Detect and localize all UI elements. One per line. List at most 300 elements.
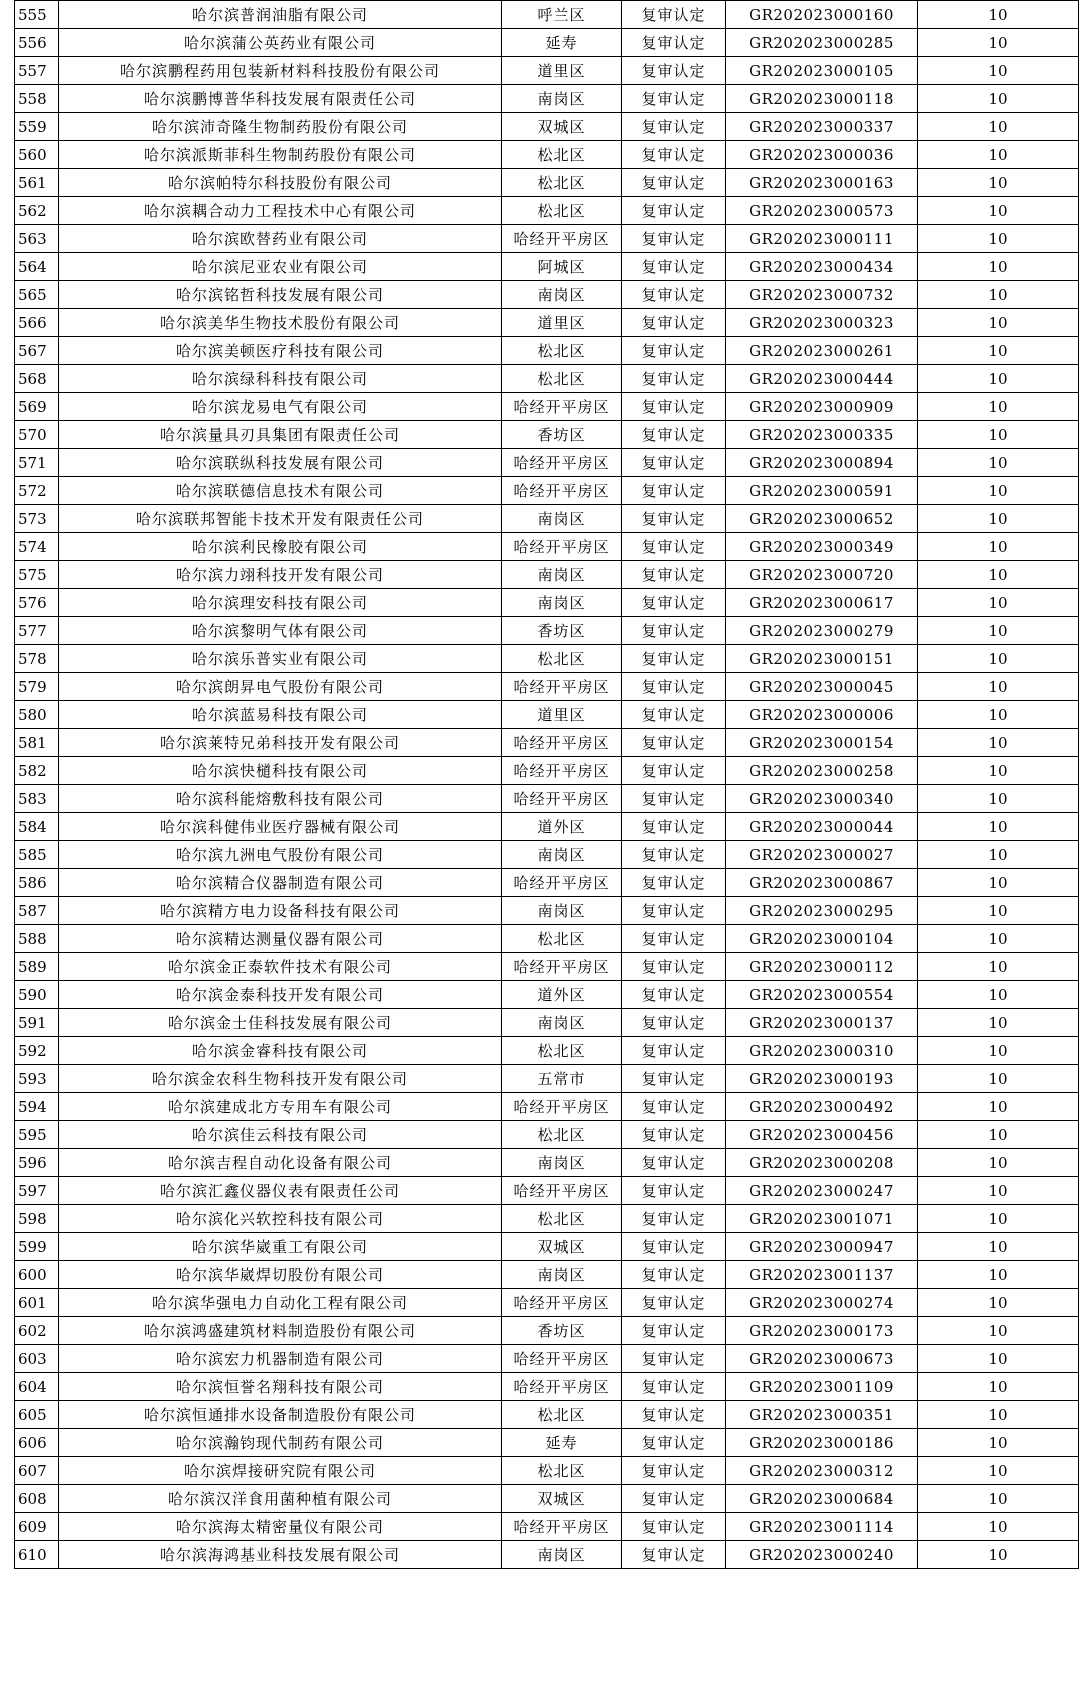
district-cell: 哈经开平房区 <box>502 757 622 785</box>
table-row <box>15 1457 1079 1485</box>
table-row <box>15 57 1079 85</box>
company-name-cell: 哈尔滨汇鑫仪器仪表有限责任公司 <box>59 1177 502 1205</box>
score-cell: 10 <box>918 1485 1079 1513</box>
certificate-number-cell: GR202023000434 <box>726 253 918 281</box>
table-row <box>15 533 1079 561</box>
score-cell: 10 <box>918 141 1079 169</box>
score-cell: 10 <box>918 1233 1079 1261</box>
table-row <box>15 309 1079 337</box>
certificate-number-cell: GR202023000444 <box>726 365 918 393</box>
certificate-number-cell: GR202023001137 <box>726 1261 918 1289</box>
district-cell: 南岗区 <box>502 897 622 925</box>
company-name-cell: 哈尔滨耦合动力工程技术中心有限公司 <box>59 197 502 225</box>
certificate-number-cell: GR202023000112 <box>726 953 918 981</box>
certificate-number-cell: GR202023000208 <box>726 1149 918 1177</box>
score-cell: 10 <box>918 841 1079 869</box>
company-name-cell: 哈尔滨精合仪器制造有限公司 <box>59 869 502 897</box>
certificate-number-cell: GR202023000591 <box>726 477 918 505</box>
score-cell: 10 <box>918 113 1079 141</box>
row-number-cell: 580 <box>15 701 59 729</box>
table-row <box>15 113 1079 141</box>
district-cell: 香坊区 <box>502 1317 622 1345</box>
district-cell: 南岗区 <box>502 561 622 589</box>
score-cell: 10 <box>918 29 1079 57</box>
district-cell: 哈经开平房区 <box>502 1345 622 1373</box>
certificate-number-cell: GR202023000323 <box>726 309 918 337</box>
company-name-cell: 哈尔滨汉洋食用菌种植有限公司 <box>59 1485 502 1513</box>
district-cell: 哈经开平房区 <box>502 1177 622 1205</box>
company-name-cell: 哈尔滨海鸿基业科技发展有限公司 <box>59 1541 502 1569</box>
row-number-cell: 609 <box>15 1513 59 1541</box>
table-row <box>15 1009 1079 1037</box>
score-cell: 10 <box>918 897 1079 925</box>
district-cell: 松北区 <box>502 1121 622 1149</box>
certification-type-cell: 复审认定 <box>622 701 726 729</box>
company-name-cell: 哈尔滨沛奇隆生物制药股份有限公司 <box>59 113 502 141</box>
score-cell: 10 <box>918 365 1079 393</box>
row-number-cell: 565 <box>15 281 59 309</box>
certification-type-cell: 复审认定 <box>622 449 726 477</box>
score-cell: 10 <box>918 785 1079 813</box>
district-cell: 哈经开平房区 <box>502 477 622 505</box>
table-row <box>15 169 1079 197</box>
table-row <box>15 1429 1079 1457</box>
score-cell: 10 <box>918 1513 1079 1541</box>
certificate-number-cell: GR202023000720 <box>726 561 918 589</box>
district-cell: 哈经开平房区 <box>502 785 622 813</box>
row-number-cell: 579 <box>15 673 59 701</box>
certificate-number-cell: GR202023000118 <box>726 85 918 113</box>
table-row <box>15 393 1079 421</box>
score-cell: 10 <box>918 505 1079 533</box>
certification-type-cell: 复审认定 <box>622 1345 726 1373</box>
certificate-number-cell: GR202023000351 <box>726 1401 918 1429</box>
certification-type-cell: 复审认定 <box>622 337 726 365</box>
table-row <box>15 589 1079 617</box>
table-row <box>15 421 1079 449</box>
company-name-cell: 哈尔滨金正泰软件技术有限公司 <box>59 953 502 981</box>
certification-type-cell: 复审认定 <box>622 841 726 869</box>
certification-type-cell: 复审认定 <box>622 113 726 141</box>
district-cell: 松北区 <box>502 337 622 365</box>
score-cell: 10 <box>918 1345 1079 1373</box>
company-name-cell: 哈尔滨华崴焊切股份有限公司 <box>59 1261 502 1289</box>
certificate-number-cell: GR202023000349 <box>726 533 918 561</box>
certificate-number-cell: GR202023000036 <box>726 141 918 169</box>
score-cell: 10 <box>918 1541 1079 1569</box>
certificate-number-cell: GR202023000193 <box>726 1065 918 1093</box>
score-cell: 10 <box>918 1177 1079 1205</box>
certification-type-cell: 复审认定 <box>622 869 726 897</box>
company-name-cell: 哈尔滨朗昇电气股份有限公司 <box>59 673 502 701</box>
certification-type-cell: 复审认定 <box>622 1317 726 1345</box>
row-number-cell: 606 <box>15 1429 59 1457</box>
score-cell: 10 <box>918 1121 1079 1149</box>
row-number-cell: 597 <box>15 1177 59 1205</box>
row-number-cell: 561 <box>15 169 59 197</box>
district-cell: 哈经开平房区 <box>502 1513 622 1541</box>
certificate-number-cell: GR202023000105 <box>726 57 918 85</box>
score-cell: 10 <box>918 617 1079 645</box>
certification-type-cell: 复审认定 <box>622 1233 726 1261</box>
district-cell: 南岗区 <box>502 1009 622 1037</box>
certificate-number-cell: GR202023001114 <box>726 1513 918 1541</box>
table-row <box>15 981 1079 1009</box>
score-cell: 10 <box>918 1401 1079 1429</box>
certificate-number-cell: GR202023000554 <box>726 981 918 1009</box>
score-cell: 10 <box>918 1065 1079 1093</box>
row-number-cell: 585 <box>15 841 59 869</box>
row-number-cell: 578 <box>15 645 59 673</box>
company-name-cell: 哈尔滨恒誉名翔科技有限公司 <box>59 1373 502 1401</box>
table-row <box>15 897 1079 925</box>
table-row <box>15 505 1079 533</box>
company-name-cell: 哈尔滨吉程自动化设备有限公司 <box>59 1149 502 1177</box>
table-row <box>15 1177 1079 1205</box>
certificate-number-cell: GR202023000240 <box>726 1541 918 1569</box>
table-row <box>15 225 1079 253</box>
company-name-cell: 哈尔滨科健伟业医疗器械有限公司 <box>59 813 502 841</box>
certification-type-cell: 复审认定 <box>622 561 726 589</box>
table-body <box>15 1 1079 1569</box>
row-number-cell: 598 <box>15 1205 59 1233</box>
row-number-cell: 591 <box>15 1009 59 1037</box>
certification-type-cell: 复审认定 <box>622 141 726 169</box>
table-row <box>15 1317 1079 1345</box>
table-row <box>15 785 1079 813</box>
certificate-number-cell: GR202023000279 <box>726 617 918 645</box>
certificate-number-cell: GR202023000894 <box>726 449 918 477</box>
company-name-cell: 哈尔滨黎明气体有限公司 <box>59 617 502 645</box>
table-row <box>15 337 1079 365</box>
certification-type-cell: 复审认定 <box>622 1205 726 1233</box>
district-cell: 哈经开平房区 <box>502 1373 622 1401</box>
certificate-number-cell: GR202023000684 <box>726 1485 918 1513</box>
certification-type-cell: 复审认定 <box>622 29 726 57</box>
certification-type-cell: 复审认定 <box>622 393 726 421</box>
certification-type-cell: 复审认定 <box>622 1177 726 1205</box>
company-name-cell: 哈尔滨鹏程药用包装新材料科技股份有限公司 <box>59 57 502 85</box>
company-name-cell: 哈尔滨华崴重工有限公司 <box>59 1233 502 1261</box>
certificate-number-cell: GR202023001109 <box>726 1373 918 1401</box>
certification-type-cell: 复审认定 <box>622 757 726 785</box>
score-cell: 10 <box>918 953 1079 981</box>
row-number-cell: 577 <box>15 617 59 645</box>
row-number-cell: 573 <box>15 505 59 533</box>
row-number-cell: 582 <box>15 757 59 785</box>
table-row <box>15 1121 1079 1149</box>
certification-type-cell: 复审认定 <box>622 1541 726 1569</box>
score-cell: 10 <box>918 589 1079 617</box>
certificate-number-cell: GR202023000274 <box>726 1289 918 1317</box>
table-row <box>15 85 1079 113</box>
table-row <box>15 1401 1079 1429</box>
certificate-number-cell: GR202023000151 <box>726 645 918 673</box>
district-cell: 南岗区 <box>502 1261 622 1289</box>
table-row <box>15 1289 1079 1317</box>
company-name-cell: 哈尔滨铭哲科技发展有限公司 <box>59 281 502 309</box>
certificate-number-cell: GR202023000137 <box>726 1009 918 1037</box>
row-number-cell: 562 <box>15 197 59 225</box>
certificate-number-cell: GR202023000285 <box>726 29 918 57</box>
row-number-cell: 595 <box>15 1121 59 1149</box>
certification-type-cell: 复审认定 <box>622 1429 726 1457</box>
table-row <box>15 617 1079 645</box>
row-number-cell: 556 <box>15 29 59 57</box>
row-number-cell: 602 <box>15 1317 59 1345</box>
score-cell: 10 <box>918 1 1079 29</box>
table-row <box>15 197 1079 225</box>
row-number-cell: 571 <box>15 449 59 477</box>
certification-type-cell: 复审认定 <box>622 617 726 645</box>
company-name-cell: 哈尔滨科能熔敷科技有限公司 <box>59 785 502 813</box>
certification-type-cell: 复审认定 <box>622 785 726 813</box>
company-name-cell: 哈尔滨蓝易科技有限公司 <box>59 701 502 729</box>
table-row <box>15 1485 1079 1513</box>
row-number-cell: 608 <box>15 1485 59 1513</box>
certification-type-cell: 复审认定 <box>622 1037 726 1065</box>
certification-type-cell: 复审认定 <box>622 1373 726 1401</box>
certificate-number-cell: GR202023000160 <box>726 1 918 29</box>
certificate-number-cell: GR202023000909 <box>726 393 918 421</box>
district-cell: 松北区 <box>502 1205 622 1233</box>
score-cell: 10 <box>918 85 1079 113</box>
score-cell: 10 <box>918 1317 1079 1345</box>
company-name-cell: 哈尔滨美顿医疗科技有限公司 <box>59 337 502 365</box>
certification-type-cell: 复审认定 <box>622 1121 726 1149</box>
district-cell: 道里区 <box>502 57 622 85</box>
certificate-number-cell: GR202023000295 <box>726 897 918 925</box>
table-row <box>15 729 1079 757</box>
score-cell: 10 <box>918 729 1079 757</box>
row-number-cell: 607 <box>15 1457 59 1485</box>
certification-type-cell: 复审认定 <box>622 589 726 617</box>
company-name-cell: 哈尔滨金睿科技有限公司 <box>59 1037 502 1065</box>
score-cell: 10 <box>918 393 1079 421</box>
score-cell: 10 <box>918 225 1079 253</box>
certification-type-cell: 复审认定 <box>622 309 726 337</box>
company-name-cell: 哈尔滨量具刃具集团有限责任公司 <box>59 421 502 449</box>
score-cell: 10 <box>918 337 1079 365</box>
table-row <box>15 813 1079 841</box>
company-name-cell: 哈尔滨恒通排水设备制造股份有限公司 <box>59 1401 502 1429</box>
district-cell: 南岗区 <box>502 589 622 617</box>
row-number-cell: 563 <box>15 225 59 253</box>
certification-type-cell: 复审认定 <box>622 281 726 309</box>
certificate-number-cell: GR202023000044 <box>726 813 918 841</box>
table-row <box>15 1065 1079 1093</box>
score-cell: 10 <box>918 561 1079 589</box>
certification-type-cell: 复审认定 <box>622 729 726 757</box>
district-cell: 南岗区 <box>502 841 622 869</box>
certification-type-cell: 复审认定 <box>622 533 726 561</box>
company-name-cell: 哈尔滨精达测量仪器有限公司 <box>59 925 502 953</box>
table-row <box>15 1149 1079 1177</box>
table-row <box>15 645 1079 673</box>
certification-type-cell: 复审认定 <box>622 505 726 533</box>
certification-type-cell: 复审认定 <box>622 981 726 1009</box>
certificate-number-cell: GR202023000006 <box>726 701 918 729</box>
district-cell: 呼兰区 <box>502 1 622 29</box>
score-cell: 10 <box>918 701 1079 729</box>
certificate-number-cell: GR202023000947 <box>726 1233 918 1261</box>
company-name-cell: 哈尔滨宏力机器制造有限公司 <box>59 1345 502 1373</box>
score-cell: 10 <box>918 673 1079 701</box>
score-cell: 10 <box>918 813 1079 841</box>
score-cell: 10 <box>918 925 1079 953</box>
company-name-cell: 哈尔滨美华生物技术股份有限公司 <box>59 309 502 337</box>
row-number-cell: 584 <box>15 813 59 841</box>
district-cell: 双城区 <box>502 1485 622 1513</box>
district-cell: 香坊区 <box>502 617 622 645</box>
certification-type-cell: 复审认定 <box>622 1093 726 1121</box>
certificate-number-cell: GR202023000104 <box>726 925 918 953</box>
district-cell: 道里区 <box>502 309 622 337</box>
certification-type-cell: 复审认定 <box>622 421 726 449</box>
certificate-number-cell: GR202023000247 <box>726 1177 918 1205</box>
certificate-number-cell: GR202023000867 <box>726 869 918 897</box>
company-name-cell: 哈尔滨理安科技有限公司 <box>59 589 502 617</box>
score-cell: 10 <box>918 1093 1079 1121</box>
certification-type-cell: 复审认定 <box>622 897 726 925</box>
district-cell: 南岗区 <box>502 1149 622 1177</box>
score-cell: 10 <box>918 1149 1079 1177</box>
company-name-cell: 哈尔滨九洲电气股份有限公司 <box>59 841 502 869</box>
table-row <box>15 1037 1079 1065</box>
row-number-cell: 575 <box>15 561 59 589</box>
certificate-number-cell: GR202023000111 <box>726 225 918 253</box>
row-number-cell: 557 <box>15 57 59 85</box>
table-row <box>15 841 1079 869</box>
company-name-cell: 哈尔滨普润油脂有限公司 <box>59 1 502 29</box>
score-cell: 10 <box>918 197 1079 225</box>
district-cell: 南岗区 <box>502 281 622 309</box>
row-number-cell: 605 <box>15 1401 59 1429</box>
certificate-number-cell: GR202023000027 <box>726 841 918 869</box>
row-number-cell: 604 <box>15 1373 59 1401</box>
certification-type-cell: 复审认定 <box>622 477 726 505</box>
score-cell: 10 <box>918 1009 1079 1037</box>
row-number-cell: 574 <box>15 533 59 561</box>
table-row <box>15 869 1079 897</box>
company-name-cell: 哈尔滨欧替药业有限公司 <box>59 225 502 253</box>
company-name-cell: 哈尔滨金农科生物科技开发有限公司 <box>59 1065 502 1093</box>
certification-type-cell: 复审认定 <box>622 169 726 197</box>
district-cell: 哈经开平房区 <box>502 1289 622 1317</box>
certification-type-cell: 复审认定 <box>622 1289 726 1317</box>
certificate-number-cell: GR202023000337 <box>726 113 918 141</box>
certificate-number-cell: GR202023000154 <box>726 729 918 757</box>
district-cell: 松北区 <box>502 1457 622 1485</box>
score-cell: 10 <box>918 1037 1079 1065</box>
certificate-number-cell: GR202023000492 <box>726 1093 918 1121</box>
table-row <box>15 1373 1079 1401</box>
district-cell: 香坊区 <box>502 421 622 449</box>
row-number-cell: 586 <box>15 869 59 897</box>
table-row <box>15 365 1079 393</box>
district-cell: 松北区 <box>502 925 622 953</box>
row-number-cell: 559 <box>15 113 59 141</box>
district-cell: 松北区 <box>502 197 622 225</box>
company-name-cell: 哈尔滨联纵科技发展有限公司 <box>59 449 502 477</box>
company-name-cell: 哈尔滨帕特尔科技股份有限公司 <box>59 169 502 197</box>
district-cell: 哈经开平房区 <box>502 449 622 477</box>
table-row <box>15 1205 1079 1233</box>
company-name-cell: 哈尔滨金泰科技开发有限公司 <box>59 981 502 1009</box>
table-row <box>15 561 1079 589</box>
row-number-cell: 576 <box>15 589 59 617</box>
company-name-cell: 哈尔滨龙易电气有限公司 <box>59 393 502 421</box>
certificate-number-cell: GR202023000340 <box>726 785 918 813</box>
table-row <box>15 29 1079 57</box>
table-row <box>15 1513 1079 1541</box>
table-row <box>15 281 1079 309</box>
score-cell: 10 <box>918 869 1079 897</box>
company-name-cell: 哈尔滨佳云科技有限公司 <box>59 1121 502 1149</box>
table-row <box>15 141 1079 169</box>
district-cell: 南岗区 <box>502 85 622 113</box>
company-name-cell: 哈尔滨派斯菲科生物制药股份有限公司 <box>59 141 502 169</box>
row-number-cell: 593 <box>15 1065 59 1093</box>
district-cell: 哈经开平房区 <box>502 673 622 701</box>
district-cell: 哈经开平房区 <box>502 225 622 253</box>
row-number-cell: 564 <box>15 253 59 281</box>
score-cell: 10 <box>918 1429 1079 1457</box>
district-cell: 双城区 <box>502 1233 622 1261</box>
company-name-cell: 哈尔滨蒲公英药业有限公司 <box>59 29 502 57</box>
district-cell: 哈经开平房区 <box>502 953 622 981</box>
table-row <box>15 925 1079 953</box>
district-cell: 道里区 <box>502 701 622 729</box>
certification-type-cell: 复审认定 <box>622 813 726 841</box>
table-row <box>15 1093 1079 1121</box>
certification-type-cell: 复审认定 <box>622 1 726 29</box>
table-row <box>15 757 1079 785</box>
company-name-cell: 哈尔滨鹏博普华科技发展有限责任公司 <box>59 85 502 113</box>
company-name-cell: 哈尔滨华强电力自动化工程有限公司 <box>59 1289 502 1317</box>
company-name-cell: 哈尔滨化兴软控科技有限公司 <box>59 1205 502 1233</box>
certification-type-cell: 复审认定 <box>622 197 726 225</box>
score-cell: 10 <box>918 253 1079 281</box>
certificate-number-cell: GR202023001071 <box>726 1205 918 1233</box>
score-cell: 10 <box>918 1205 1079 1233</box>
certificate-number-cell: GR202023000045 <box>726 673 918 701</box>
company-name-cell: 哈尔滨鸿盛建筑材料制造股份有限公司 <box>59 1317 502 1345</box>
certificate-number-cell: GR202023000173 <box>726 1317 918 1345</box>
district-cell: 哈经开平房区 <box>502 533 622 561</box>
certificate-number-cell: GR202023000261 <box>726 337 918 365</box>
certification-type-cell: 复审认定 <box>622 1261 726 1289</box>
district-cell: 哈经开平房区 <box>502 729 622 757</box>
row-number-cell: 592 <box>15 1037 59 1065</box>
certification-type-cell: 复审认定 <box>622 673 726 701</box>
table-row <box>15 701 1079 729</box>
score-cell: 10 <box>918 1289 1079 1317</box>
score-cell: 10 <box>918 281 1079 309</box>
row-number-cell: 558 <box>15 85 59 113</box>
row-number-cell: 594 <box>15 1093 59 1121</box>
row-number-cell: 587 <box>15 897 59 925</box>
certification-type-cell: 复审认定 <box>622 953 726 981</box>
enterprise-list-table <box>14 0 1079 1569</box>
certificate-number-cell: GR202023000310 <box>726 1037 918 1065</box>
score-cell: 10 <box>918 421 1079 449</box>
company-name-cell: 哈尔滨焊接研究院有限公司 <box>59 1457 502 1485</box>
table-row <box>15 1261 1079 1289</box>
district-cell: 哈经开平房区 <box>502 393 622 421</box>
certification-type-cell: 复审认定 <box>622 1149 726 1177</box>
certification-type-cell: 复审认定 <box>622 925 726 953</box>
